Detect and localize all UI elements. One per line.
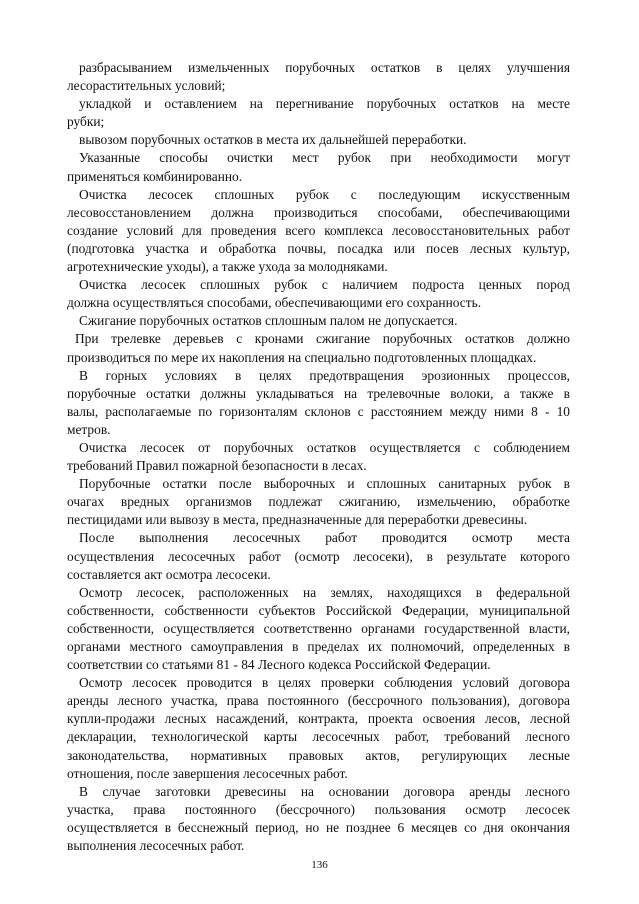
paragraph xyxy=(67,330,570,366)
paragraph-line: лесовосстановлением должна производиться способами, обеспечивающими xyxy=(67,204,570,220)
paragraph-line: разбрасыванием измельченных порубочных остатков в целях улучшения xyxy=(79,60,570,75)
paragraph xyxy=(67,475,570,529)
paragraph-line: В горных условиях в целях предотвращения эрозионных процессов, xyxy=(79,367,570,383)
paragraph-line: После выполнения лесосечных работ проводится осмотр места xyxy=(79,530,570,546)
paragraph-line: Осмотр лесосек, расположенных на землях, находящихся в федеральной xyxy=(79,584,570,600)
paragraph-line: Порубочные остатки после выборочных и сплошных санитарных рубок в xyxy=(79,476,570,492)
paragraph-line: требований Правил пожарной безопасности в лесах. xyxy=(67,458,367,474)
page-body xyxy=(67,59,570,855)
paragraph-line: В случае заготовки древесины на основании договора аренды лесного xyxy=(79,783,570,799)
paragraph-line: отношения, после завершения лесосечных работ. xyxy=(67,765,348,781)
page-number: 136 xyxy=(311,859,328,871)
paragraph-line: составляется акт осмотра лесосеки. xyxy=(67,566,271,582)
paragraph-line: законодательства, нормативных правовых актов, регулирующих лесные xyxy=(67,747,570,763)
paragraph-line: При трелевке деревьев с кронами сжигание порубочных остатков должно xyxy=(75,331,570,347)
paragraph-line: выполнения лесосечных работ. xyxy=(67,838,245,854)
paragraph xyxy=(67,186,570,276)
paragraph xyxy=(67,131,570,149)
paragraph xyxy=(67,674,570,783)
paragraph-line: агротехнические уходы), а также ухода за молодняками. xyxy=(67,259,388,275)
paragraph xyxy=(67,95,570,131)
paragraph-line: создание условий для проведения всего комплекса лесовосстановительных работ xyxy=(67,222,570,238)
paragraph-line: Сжигание порубочных остатков сплошным палом не допускается. xyxy=(79,313,458,329)
paragraph xyxy=(67,367,570,439)
paragraph-line: (подготовка участка и обработка почвы, посадка или посев лесных культур, xyxy=(67,240,570,256)
paragraph-line: Осмотр лесосек проводится в целях проверки соблюдения условий договора xyxy=(79,675,570,691)
paragraph xyxy=(67,59,570,95)
paragraph-line: декларации, технологической карты лесосечных работ, требований лесного xyxy=(67,729,570,745)
paragraph-line: производиться по мере их накопления на специально подготовленных площадках. xyxy=(67,349,537,365)
paragraph xyxy=(67,312,570,330)
paragraph-line: купли-продажи лесных насаждений, контракта, проекта освоения лесов, лесной xyxy=(67,711,570,727)
paragraph-line: участка, права постоянного (бессрочного) пользования осмотр лесосек xyxy=(67,801,570,817)
paragraph-line: собственности, осуществляется соответственно органами государственной власти, xyxy=(67,620,570,636)
paragraph xyxy=(67,783,570,855)
paragraph-line: соответствии со статьями 81 - 84 Лесного кодекса Российской Федерации. xyxy=(67,657,491,673)
paragraph-line: должна осуществляться способами, обеспечивающими его сохранность. xyxy=(67,295,482,311)
paragraph-line: Очистка лесосек сплошных рубок с последующим искусственным xyxy=(79,186,570,202)
paragraph-line: аренды лесного участка, права постоянного (бессрочного пользования), договора xyxy=(67,693,570,709)
paragraph-line: Указанные способы очистки мест рубок при необходимости могут xyxy=(79,150,570,166)
paragraph-line: применяться комбинированно. xyxy=(67,168,243,184)
paragraph-line: осуществления лесосечных работ (осмотр лесосеки), в результате которого xyxy=(67,548,570,564)
paragraph xyxy=(67,439,570,475)
paragraph-line: Очистка лесосек от порубочных остатков осуществляется с соблюдением xyxy=(79,439,570,455)
paragraph-line: органами местного самоуправления в пределах их полномочий, определенных в xyxy=(67,639,570,654)
paragraph xyxy=(67,529,570,583)
paragraph-line: метров. xyxy=(67,421,111,437)
paragraph-line: Очистка лесосек сплошных рубок с наличием подроста ценных пород xyxy=(79,277,570,293)
paragraph-line: укладкой и оставлением на перегнивание порубочных остатков на месте xyxy=(79,96,570,112)
paragraph-line: пестицидами или вывозу в места, предназначенные для переработки древесины. xyxy=(67,512,528,528)
paragraph-line: очагах вредных организмов подлежат сжиганию, измельчению, обработке xyxy=(67,494,570,510)
paragraph-line: порубочные остатки должны укладываться на трелевочные волоки, а также в xyxy=(67,385,570,401)
paragraph-line: валы, располагаемые по горизонталям склонов с расстоянием между ними 8 - 10 xyxy=(67,403,570,419)
paragraph xyxy=(67,149,570,185)
paragraph-line: собственности, собственности субъектов Российской Федерации, муниципальной xyxy=(67,602,570,618)
paragraph-line: рубки; xyxy=(67,114,105,130)
paragraph xyxy=(67,276,570,312)
paragraph-line: осуществляется в бесснежный период, но не позднее 6 месяцев со дня окончания xyxy=(67,819,570,835)
paragraph-line: лесорастительных условий; xyxy=(67,78,226,94)
paragraph-line: вывозом порубочных остатков в места их дальнейшей переработки. xyxy=(79,132,467,148)
paragraph xyxy=(67,584,570,674)
